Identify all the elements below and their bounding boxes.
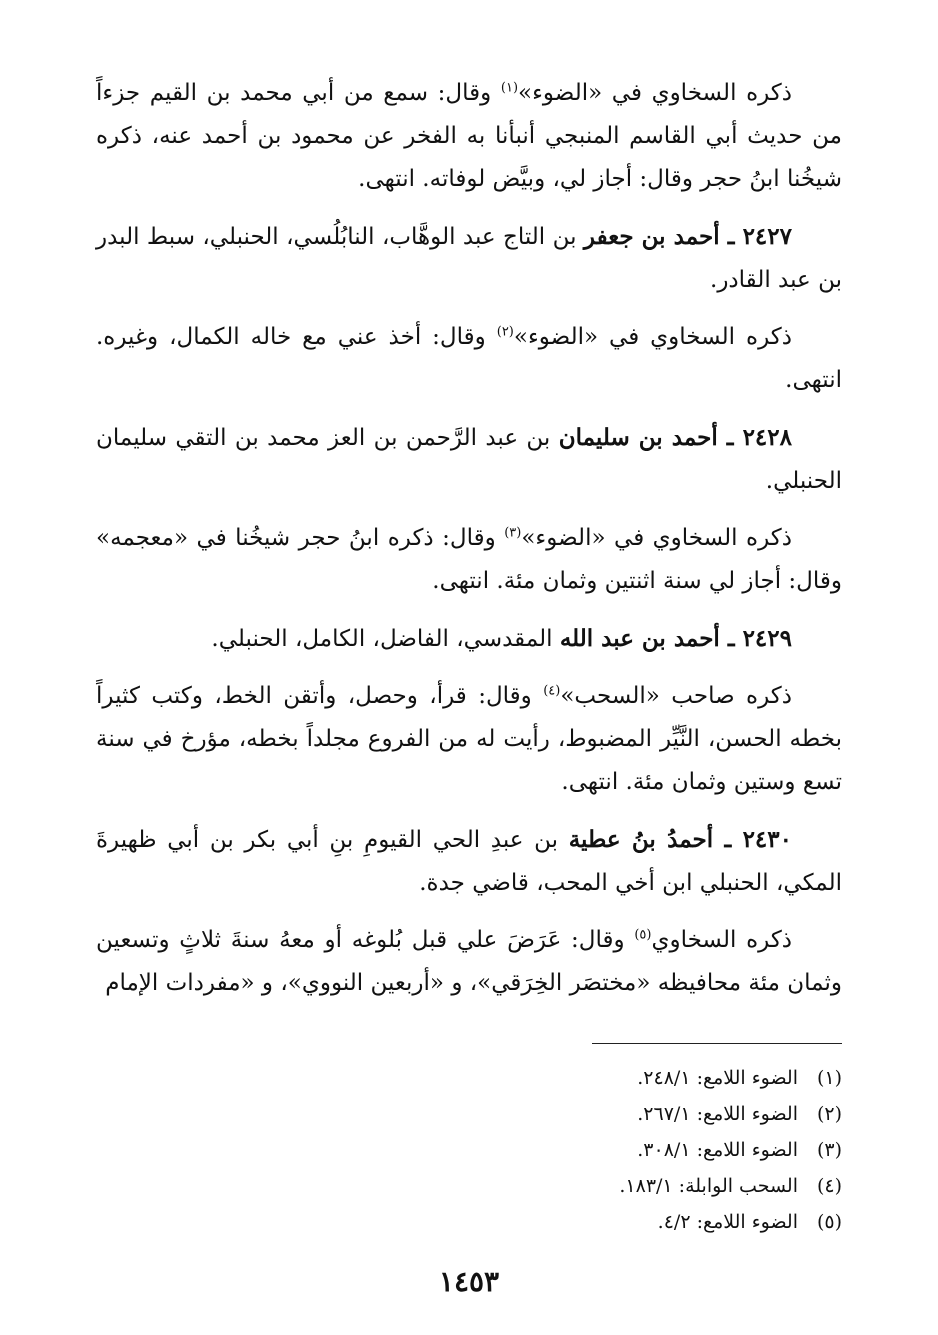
footnote-ref: (٣) — [504, 525, 522, 541]
text-run: وقال: سمع من أبي محمد بن القيم جزءاً من حديث أبي القاسم المنبجي أنبأنا به الفخر عن محمود بن أحمد عنه، ذكره شيخُنا ابنُ حجر وقال: أجاز لي، وبيَّض لوفاته. انتهى. — [96, 80, 842, 192]
footnotes — [96, 1060, 842, 1240]
text-run: ذكره السخاوي — [651, 927, 793, 953]
footnote-ref: (١) — [500, 80, 519, 96]
text-run: ذكره صاحب «السحب» — [560, 683, 792, 709]
footnote-number: (٢) — [816, 1103, 842, 1125]
footnote-item — [96, 1168, 842, 1204]
footnote-separator — [592, 1043, 842, 1044]
footnote-text: الضوء اللامع: ٢٦٧/١. — [637, 1103, 798, 1125]
text-run: بن عبد الرَّحمن بن العز محمد بن التقي سليمان الحنبلي. — [96, 425, 842, 494]
footnote-ref: (٤) — [543, 683, 561, 699]
text-run: وقال: قرأ، وحصل، وأتقن الخط، وكتب كثيراً بخطه الحسن، النَّيِّر المضبوط، رأيت له من الفروع مجلداً بخطه، مؤرخ في سنة تسع وستين وثمان مئة. انتهى. — [96, 683, 842, 795]
footnote-number: (٣) — [816, 1139, 842, 1161]
entry-heading: ٢٤٢٨ ـ أحمد بن سليمان — [558, 424, 792, 451]
entry-2430 — [96, 818, 842, 905]
footnote-text: الضوء اللامع: ٣٠٨/١. — [637, 1139, 798, 1161]
footnote-item — [96, 1132, 842, 1168]
footnote-item — [96, 1096, 842, 1132]
text-run: بن عبدِ الحي القيومِ بنِ أبي بكر بن أبي ظهيرةَ المكي، الحنبلي ابن أخي المحب، قاضي جدة. — [96, 827, 842, 896]
footnote-number: (١) — [816, 1067, 842, 1089]
text-run: ذكره السخاوي في «الضوء» — [521, 525, 792, 551]
footnote-ref: (٢) — [496, 324, 514, 340]
footnote-item — [96, 1204, 842, 1240]
footnote-ref: (٥) — [634, 927, 652, 943]
main-text — [96, 72, 842, 1005]
text-run: ذكره السخاوي في «الضوء» — [513, 324, 792, 350]
footnote-number: (٥) — [816, 1211, 842, 1233]
paragraph-suhub-note — [96, 675, 842, 804]
text-run: المقدسي، الفاضل، الكامل، الحنبلي. — [211, 626, 560, 652]
entry-2429 — [96, 617, 842, 661]
text-run: بن التاج عبد الوهَّاب، النابُلُسي، الحنبلي، سبط البدر بن عبد القادر. — [96, 224, 842, 293]
entry-heading: ٢٤٢٩ ـ أحمد بن عبد الله — [559, 625, 792, 652]
entry-2427 — [96, 215, 842, 302]
text-run: وقال: أخذ عني مع خاله الكمال، وغيره. انتهى. — [96, 324, 842, 393]
paragraph-sakhawi-note — [96, 316, 842, 402]
text-run: ذكره السخاوي في «الضوء» — [518, 80, 792, 106]
footnote-item — [96, 1060, 842, 1096]
footnote-text: السحب الوابلة: ١٨٣/١. — [619, 1175, 798, 1197]
entry-heading: ٢٤٢٧ ـ أحمد بن جعفر — [583, 223, 792, 250]
footnote-number: (٤) — [816, 1175, 842, 1197]
paragraph-sakhawi-note — [96, 517, 842, 603]
entry-2428 — [96, 416, 842, 503]
paragraph-sakhawi-note — [96, 919, 842, 1005]
footnote-text: الضوء اللامع: ٢٤٨/١. — [637, 1067, 798, 1089]
text-run: وقال: عَرَضَ علي قبل بُلوغه أو معهُ سنةَ ثلاثٍ وتسعين وثمان مئة محافيظه «مختصَر الخِرَقي»، و «أربعين النووي»، و «مفردات الإمام — [96, 927, 842, 996]
paragraph-sakhawi-note — [96, 72, 842, 201]
text-run: وقال: ذكره ابنُ حجر شيخُنا في «معجمه» وقال: أجاز لي سنة اثنتين وثمان مئة. انتهى. — [96, 525, 842, 594]
footnote-text: الضوء اللامع: ٤/٢. — [657, 1211, 798, 1233]
entry-heading: ٢٤٣٠ ـ أحمدُ بنُ عطية — [568, 826, 792, 853]
page-number: ١٤٥٣ — [438, 1265, 500, 1298]
